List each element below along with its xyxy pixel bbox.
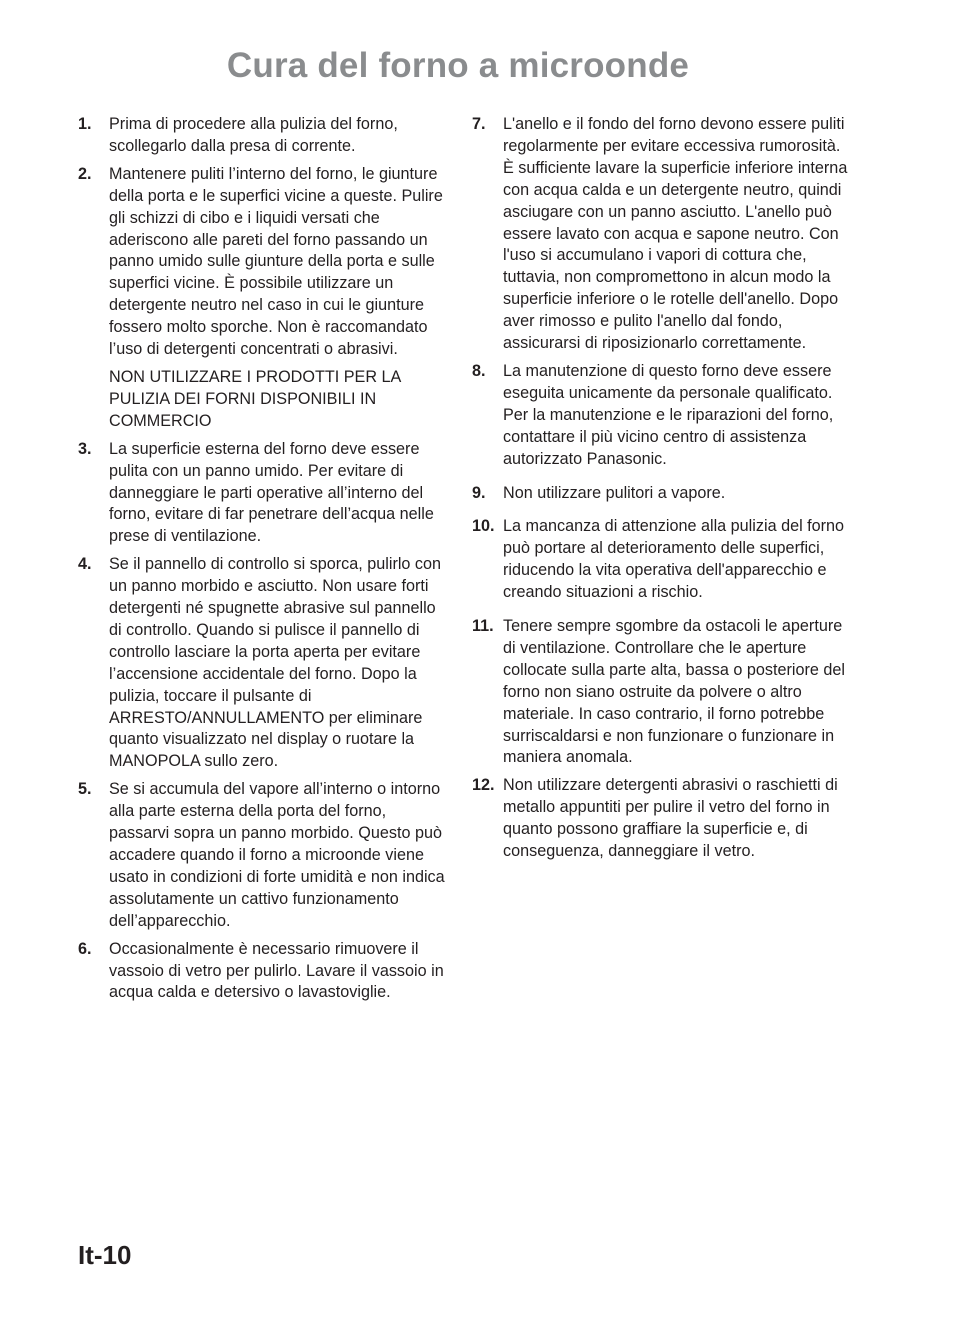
item-number: 9.: [472, 483, 486, 502]
item-number: 7.: [472, 115, 486, 133]
item-number: 12.: [472, 776, 495, 795]
page-title: Cura del forno a microonde: [226, 46, 690, 85]
list-item: [472, 616, 848, 769]
item-number: 5.: [78, 780, 92, 799]
item-paragraph: Tenere sempre sgombre da ostacoli le aperture di ventilazione. Controllare che le aperture collocate sulla parte alta, bassa o posteriore del forno non siano ostruite da polvere o altro materiale. In caso contrario, il forno potrebbe surriscaldarsi e non funzionare o funzionare in maniera anomala.: [503, 617, 845, 767]
page-number: It-10: [78, 1240, 132, 1270]
item-paragraph: Prima di procedere alla pulizia del forno, scollegarlo dalla presa di corrente.: [109, 115, 398, 155]
item-paragraph: Mantenere puliti l’interno del forno, le giunture della porta e le superfici vicine a queste. Pulire gli schizzi di cibo e i liquidi versati che aderiscono alle pareti del forno passando un panno umido sulle giunture della porta e sulle superfici vicine. È possibile utilizzare un detergente neutro nel caso in cui le giunture fossero molto sporche. Non è raccomandato l’uso di detergenti concentrati o abrasivi.: [109, 164, 443, 359]
item-text: [109, 164, 450, 433]
item-paragraph: Se il pannello di controllo si sporca, pulirlo con un panno morbido e asciutto. Non usare forti detergenti né spugnette abrasive sul pannello di controllo. Quando si pulisce il pannello di controllo lasciare la porta aperta per evitare l’accensione accidentale del forno. Dopo la pulizia, toccare il pulsante di ARRESTO/ANNULLAMENTO per eliminare quanto visualizzato nel display o ruotare la MANOPOLA sullo zero.: [109, 555, 442, 771]
item-paragraph: La manutenzione di questo forno deve essere eseguita unicamente da personale qualificato. Per la manutenzione e le riparazioni del forno, contattare il più vicino centro di assistenza autorizzato Panasonic.: [503, 361, 834, 468]
list-item: [472, 483, 848, 505]
item-text: [109, 439, 450, 549]
list-item: [78, 939, 450, 1005]
item-number: 2.: [78, 164, 92, 183]
list-item: [78, 164, 450, 433]
item-paragraph: Occasionalmente è necessario rimuovere il vassoio di vetro per pulirlo. Lavare il vassoio in acqua calda e detersivo o lavastoviglie.: [109, 939, 444, 1002]
item-paragraph: Non utilizzare pulitori a vapore.: [503, 483, 726, 502]
item-text: [109, 939, 450, 1005]
warning-paragraph: NON UTILIZZARE I PRODOTTI PER LA PULIZIA DEI FORNI DISPONIBILI IN COMMERCIO: [109, 367, 401, 430]
item-paragraph: L'anello e il fondo del forno devono essere puliti regolarmente per evitare eccessiva rumorosità. È sufficiente lavare la superficie inferiore interna con acqua calda e un detergente neutro, quindi asciugare con un panno asciutto. L'anello può essere lavato con acqua e sapone neutro. Con l'uso si accumulano i vapori di cottura che, tuttavia, non compromettono in alcun modo la superficie inferiore o le rotelle dell'anello. Dopo aver rimosso e pulito l'anello dal fondo, assicurarsi di riposizionarlo correttamente.: [503, 115, 848, 353]
list-item: [472, 361, 848, 471]
item-number: 4.: [78, 555, 92, 574]
list-item: [78, 779, 450, 932]
list-item: [472, 114, 848, 355]
item-text: [109, 114, 450, 158]
item-number: 6.: [78, 939, 92, 958]
item-number: 11.: [472, 617, 494, 636]
item-text: [503, 616, 848, 769]
item-text: [109, 779, 450, 932]
item-text: [503, 516, 848, 604]
list-item: [78, 554, 450, 773]
item-text: [503, 361, 848, 471]
list-item: [78, 114, 450, 158]
list-item: [472, 775, 848, 863]
item-paragraph: La mancanza di attenzione alla pulizia del forno può portare al deterioramento delle superfici, riducendo la vita operativa dell'apparecchio e creando situazioni a rischio.: [503, 517, 845, 602]
list-item: [78, 439, 450, 549]
item-paragraph: La superficie esterna del forno deve essere pulita con un panno umido. Per evitare di danneggiare le parti operative all’interno del forno, evitare di far penetrare dell’acqua nelle prese di ventilazione.: [109, 439, 434, 546]
right-column: [472, 114, 848, 869]
item-text: [503, 483, 848, 505]
left-column: [78, 114, 450, 1010]
item-paragraph: Non utilizzare detergenti abrasivi o raschietti di metallo appuntiti per pulire il vetro del forno in quanto possono graffiare la superficie e, di conseguenza, danneggiare il vetro.: [503, 776, 838, 861]
item-number: 1.: [78, 115, 92, 133]
item-number: 10.: [472, 517, 495, 536]
item-text: [109, 554, 450, 773]
item-number: 8.: [472, 361, 486, 380]
list-item: [472, 516, 848, 604]
item-number: 3.: [78, 439, 92, 458]
item-paragraph: Se si accumula del vapore all’interno o intorno alla parte esterna della porta del forno, passarvi sopra un panno morbido. Questo può accadere quando il forno a microonde viene usato in condizioni di forte umidità e non indica assolutamente un cattivo funzionamento dell’apparecchio.: [109, 780, 445, 930]
item-text: [503, 114, 848, 355]
item-text: [503, 775, 848, 863]
